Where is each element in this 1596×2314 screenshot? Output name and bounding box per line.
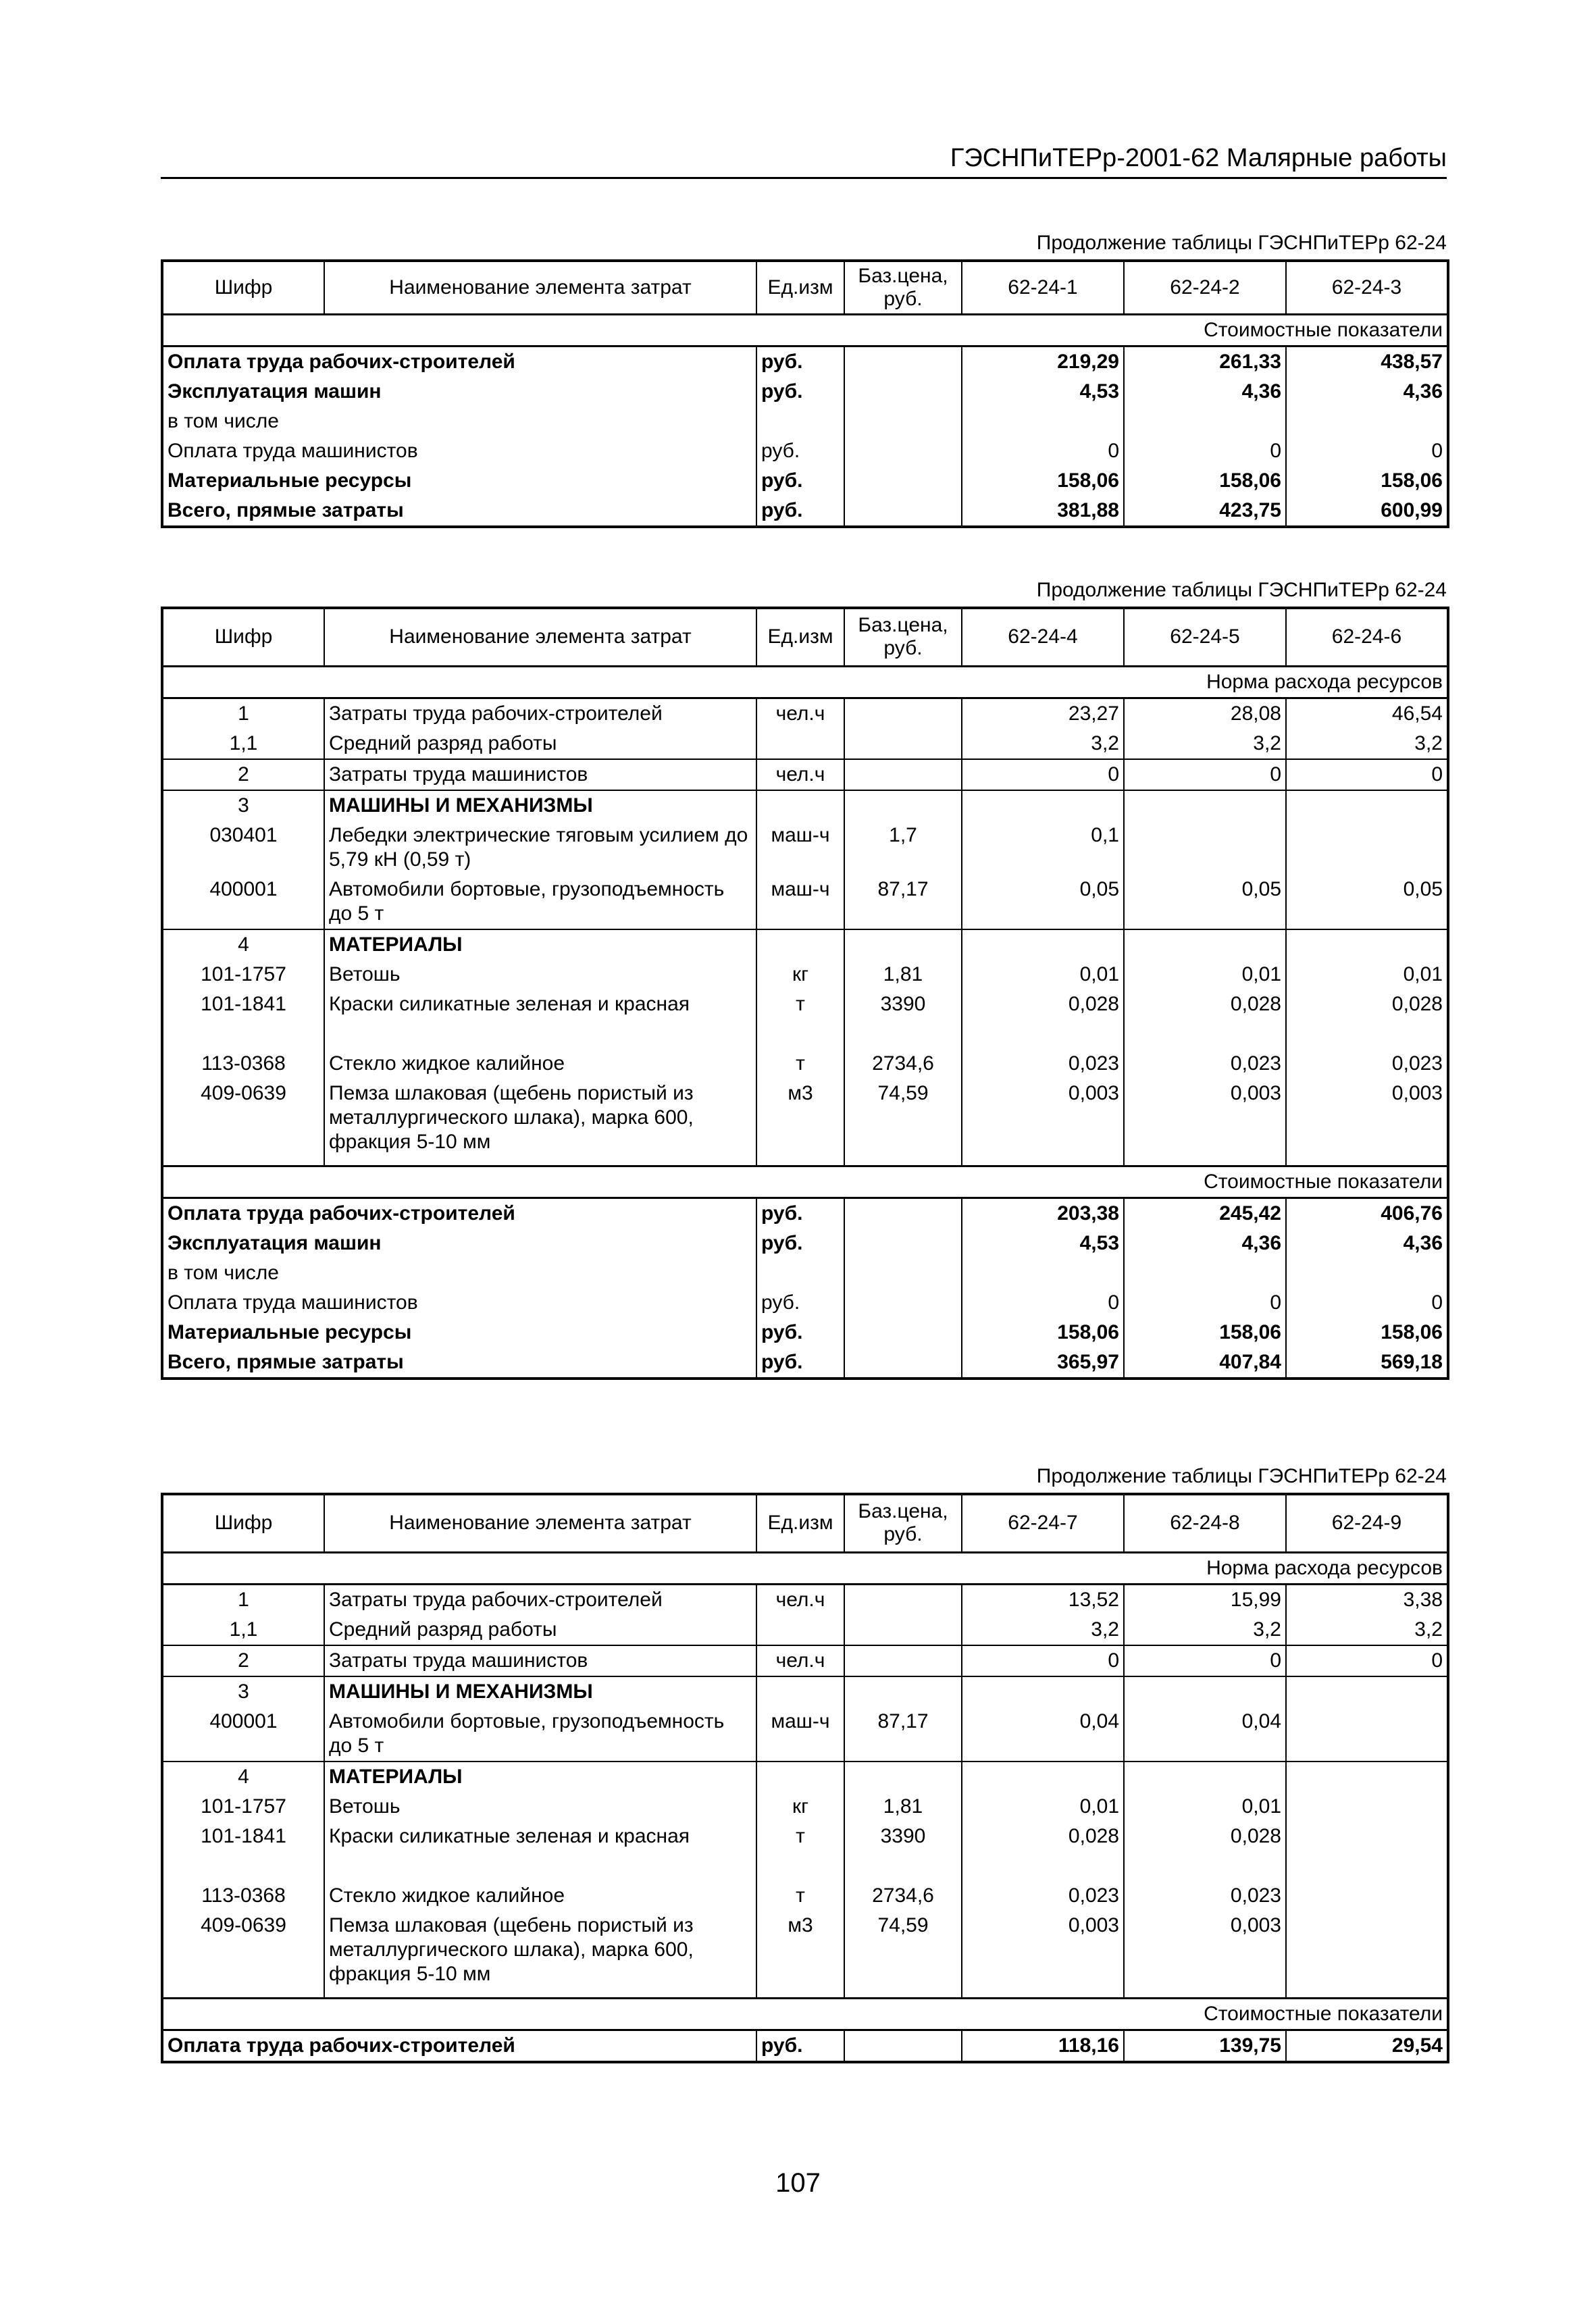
row-name: Пемза шлаковая (щебень пористый из металлургического шлака), марка 600, фракция 5-10 мм bbox=[324, 1911, 756, 1999]
table-row bbox=[162, 1822, 1448, 1881]
row-price: 3390 bbox=[844, 989, 962, 1049]
table-row bbox=[162, 821, 1448, 875]
row-unit: руб. bbox=[756, 496, 844, 527]
row-price bbox=[844, 698, 962, 729]
row-name: Стекло жидкое калийное bbox=[324, 1881, 756, 1911]
row-unit: м3 bbox=[756, 1911, 844, 1999]
col-unit-header: Ед.изм bbox=[756, 1494, 844, 1552]
col-price-header: Баз.цена, руб. bbox=[844, 608, 962, 666]
row-name: Всего, прямые затраты bbox=[162, 1347, 756, 1379]
row-name: Оплата труда рабочих-строителей bbox=[162, 2030, 756, 2063]
row-code: 113-0368 bbox=[162, 1049, 324, 1079]
row-unit bbox=[756, 1615, 844, 1645]
row-value: 3,2 bbox=[962, 1615, 1124, 1645]
row-unit: руб. bbox=[756, 466, 844, 496]
row-code: 4 bbox=[162, 929, 324, 960]
col-name-header: Наименование элемента затрат bbox=[324, 1494, 756, 1552]
row-name: Всего, прямые затраты bbox=[162, 496, 756, 527]
col-name-header: Наименование элемента затрат bbox=[324, 261, 756, 315]
row-unit bbox=[756, 729, 844, 759]
table-row bbox=[162, 929, 1448, 960]
row-name: Краски силикатные зеленая и красная bbox=[324, 989, 756, 1049]
row-value: 0 bbox=[1286, 436, 1448, 466]
table-row bbox=[162, 1615, 1448, 1645]
table-row bbox=[162, 496, 1448, 527]
row-code: 400001 bbox=[162, 1707, 324, 1762]
row-unit: руб. bbox=[756, 1198, 844, 1229]
page-number: 107 bbox=[775, 2168, 821, 2198]
row-code: 1 bbox=[162, 698, 324, 729]
row-price: 2734,6 bbox=[844, 1881, 962, 1911]
row-value: 569,18 bbox=[1286, 1347, 1448, 1379]
row-value: 0,01 bbox=[962, 960, 1124, 989]
row-unit: чел.ч bbox=[756, 1645, 844, 1676]
document-header: ГЭСНПиТЕРр-2001-62 Малярные работы bbox=[161, 143, 1447, 179]
row-price: 74,59 bbox=[844, 1911, 962, 1999]
row-price: 1,81 bbox=[844, 960, 962, 989]
row-value: 139,75 bbox=[1124, 2030, 1286, 2063]
row-code: 101-1841 bbox=[162, 1822, 324, 1881]
row-name: Средний разряд работы bbox=[324, 729, 756, 759]
row-value: 0,05 bbox=[1286, 875, 1448, 929]
row-value: 28,08 bbox=[1124, 698, 1286, 729]
row-value: 245,42 bbox=[1124, 1198, 1286, 1229]
row-unit: т bbox=[756, 989, 844, 1049]
row-name: Лебедки электрические тяговым усилием до 5,79 кН (0,59 т) bbox=[324, 821, 756, 875]
row-code: 4 bbox=[162, 1762, 324, 1792]
row-code: 1,1 bbox=[162, 729, 324, 759]
table-row bbox=[162, 1229, 1448, 1258]
table-row bbox=[162, 1911, 1448, 1999]
row-code: 101-1757 bbox=[162, 1792, 324, 1822]
col-code-header: 62-24-6 bbox=[1286, 608, 1448, 666]
row-value: 0 bbox=[962, 1288, 1124, 1318]
row-name: Краски силикатные зеленая и красная bbox=[324, 1822, 756, 1881]
table-row bbox=[162, 960, 1448, 989]
row-value: 4,36 bbox=[1286, 1229, 1448, 1258]
row-value: 0,028 bbox=[1286, 989, 1448, 1049]
table1 bbox=[161, 259, 1449, 528]
row-value: 3,2 bbox=[1124, 1615, 1286, 1645]
table-row bbox=[162, 377, 1448, 407]
table-row bbox=[162, 1881, 1448, 1911]
row-name: Оплата труда рабочих-строителей bbox=[162, 1198, 756, 1229]
row-value: 0 bbox=[962, 1645, 1124, 1676]
row-value: 0,028 bbox=[1124, 1822, 1286, 1881]
row-value: 4,36 bbox=[1124, 1229, 1286, 1258]
row-value: 407,84 bbox=[1124, 1347, 1286, 1379]
col-cipher-header: Шифр bbox=[162, 1494, 324, 1552]
row-code: 101-1841 bbox=[162, 989, 324, 1049]
col-unit-header: Ед.изм bbox=[756, 608, 844, 666]
row-value: 3,38 bbox=[1286, 1584, 1448, 1615]
row-value: 0 bbox=[1286, 1288, 1448, 1318]
col-price-header: Баз.цена, руб. bbox=[844, 261, 962, 315]
row-unit: кг bbox=[756, 960, 844, 989]
row-value bbox=[1286, 1822, 1448, 1881]
row-name: Затраты труда машинистов bbox=[324, 1645, 756, 1676]
row-unit: чел.ч bbox=[756, 698, 844, 729]
table2-continuation: Продолжение таблицы ГЭСНПиТЕРр 62-24 bbox=[1036, 579, 1447, 601]
row-code: 101-1757 bbox=[162, 960, 324, 989]
row-price: 3390 bbox=[844, 1822, 962, 1881]
row-code: 113-0368 bbox=[162, 1881, 324, 1911]
row-value: 365,97 bbox=[962, 1347, 1124, 1379]
row-name: Эксплуатация машин bbox=[162, 1229, 756, 1258]
row-name: Стекло жидкое калийное bbox=[324, 1049, 756, 1079]
col-price-header: Баз.цена, руб. bbox=[844, 1494, 962, 1552]
row-value: 158,06 bbox=[1124, 466, 1286, 496]
row-name: МАТЕРИАЛЫ bbox=[324, 1762, 756, 1792]
row-value: 13,52 bbox=[962, 1584, 1124, 1615]
table-row bbox=[162, 1762, 1448, 1792]
table-row bbox=[162, 346, 1448, 378]
row-unit: м3 bbox=[756, 1079, 844, 1166]
row-value: 3,2 bbox=[962, 729, 1124, 759]
row-name: Оплата труда машинистов bbox=[162, 436, 756, 466]
row-value: 0,1 bbox=[962, 821, 1124, 875]
row-value: 0,01 bbox=[1286, 960, 1448, 989]
row-value: 0 bbox=[1124, 436, 1286, 466]
row-price: 1,81 bbox=[844, 1792, 962, 1822]
row-value: 158,06 bbox=[1286, 466, 1448, 496]
row-value: 23,27 bbox=[962, 698, 1124, 729]
row-value: 3,2 bbox=[1124, 729, 1286, 759]
row-value: 0,003 bbox=[1286, 1079, 1448, 1166]
row-value: 118,16 bbox=[962, 2030, 1124, 2063]
col-code-header: 62-24-4 bbox=[962, 608, 1124, 666]
row-value: 29,54 bbox=[1286, 2030, 1448, 2063]
col-cipher-header: Шифр bbox=[162, 608, 324, 666]
row-code: 400001 bbox=[162, 875, 324, 929]
row-value: 0 bbox=[962, 436, 1124, 466]
row-name: Эксплуатация машин bbox=[162, 377, 756, 407]
table-row bbox=[162, 466, 1448, 496]
row-value bbox=[1124, 821, 1286, 875]
row-value: 219,29 bbox=[962, 346, 1124, 378]
row-value: 0 bbox=[1124, 1288, 1286, 1318]
row-code: 030401 bbox=[162, 821, 324, 875]
row-value: 0,01 bbox=[962, 1792, 1124, 1822]
row-unit: руб. bbox=[756, 1229, 844, 1258]
row-value: 4,53 bbox=[962, 377, 1124, 407]
row-value bbox=[1286, 1911, 1448, 1999]
table-row bbox=[162, 1198, 1448, 1229]
col-code-header: 62-24-2 bbox=[1124, 261, 1286, 315]
table-row bbox=[162, 875, 1448, 929]
table-row bbox=[162, 1288, 1448, 1318]
table-row bbox=[162, 1079, 1448, 1166]
row-value: 0,023 bbox=[1124, 1049, 1286, 1079]
table-row bbox=[162, 698, 1448, 729]
row-code: 2 bbox=[162, 759, 324, 790]
row-value: 203,38 bbox=[962, 1198, 1124, 1229]
row-value bbox=[1286, 1792, 1448, 1822]
row-unit: т bbox=[756, 1881, 844, 1911]
row-code: 3 bbox=[162, 1676, 324, 1707]
row-value: 0,003 bbox=[962, 1911, 1124, 1999]
row-value: 0 bbox=[1286, 759, 1448, 790]
row-value: 0,023 bbox=[1124, 1881, 1286, 1911]
row-name: Средний разряд работы bbox=[324, 1615, 756, 1645]
row-value bbox=[1286, 1707, 1448, 1762]
row-value: 0,028 bbox=[962, 1822, 1124, 1881]
row-value: 4,53 bbox=[962, 1229, 1124, 1258]
table-row bbox=[162, 1049, 1448, 1079]
row-price bbox=[844, 1615, 962, 1645]
row-name: Оплата труда рабочих-строителей bbox=[162, 346, 756, 378]
row-name: Автомобили бортовые, грузоподъемность до 5 т bbox=[324, 1707, 756, 1762]
row-name: Автомобили бортовые, грузоподъемность до 5 т bbox=[324, 875, 756, 929]
row-value: 423,75 bbox=[1124, 496, 1286, 527]
col-code-header: 62-24-7 bbox=[962, 1494, 1124, 1552]
row-value: 0,04 bbox=[962, 1707, 1124, 1762]
col-cipher-header: Шифр bbox=[162, 261, 324, 315]
table2 bbox=[161, 607, 1449, 1380]
row-value: 0,028 bbox=[962, 989, 1124, 1049]
row-value: 406,76 bbox=[1286, 1198, 1448, 1229]
table-row bbox=[162, 729, 1448, 759]
section-norm-label: Норма расхода ресурсов bbox=[162, 1552, 1448, 1584]
row-value: 0,028 bbox=[1124, 989, 1286, 1049]
row-name: Пемза шлаковая (щебень пористый из металлургического шлака), марка 600, фракция 5-10 мм bbox=[324, 1079, 756, 1166]
row-unit: руб. bbox=[756, 1288, 844, 1318]
table-row bbox=[162, 436, 1448, 466]
row-value: 4,36 bbox=[1286, 377, 1448, 407]
row-unit: маш-ч bbox=[756, 875, 844, 929]
table3-continuation: Продолжение таблицы ГЭСНПиТЕРр 62-24 bbox=[1036, 1465, 1447, 1487]
row-value: 15,99 bbox=[1124, 1584, 1286, 1615]
row-value: 4,36 bbox=[1124, 377, 1286, 407]
row-value: 0,003 bbox=[1124, 1911, 1286, 1999]
row-value: 0,04 bbox=[1124, 1707, 1286, 1762]
row-unit: руб. bbox=[756, 1347, 844, 1379]
row-value: 0,05 bbox=[1124, 875, 1286, 929]
col-code-header: 62-24-5 bbox=[1124, 608, 1286, 666]
row-name: Оплата труда машинистов bbox=[162, 1288, 756, 1318]
row-unit: кг bbox=[756, 1792, 844, 1822]
row-value: 3,2 bbox=[1286, 1615, 1448, 1645]
row-code: 409-0639 bbox=[162, 1911, 324, 1999]
col-code-header: 62-24-1 bbox=[962, 261, 1124, 315]
table-row bbox=[162, 1258, 1448, 1288]
col-unit-header: Ед.изм bbox=[756, 261, 844, 315]
row-name: МАШИНЫ И МЕХАНИЗМЫ bbox=[324, 790, 756, 821]
row-unit: чел.ч bbox=[756, 1584, 844, 1615]
row-name: Затраты труда машинистов bbox=[324, 759, 756, 790]
col-name-header: Наименование элемента затрат bbox=[324, 608, 756, 666]
table3 bbox=[161, 1493, 1449, 2063]
section-norm-label: Норма расхода ресурсов bbox=[162, 666, 1448, 698]
row-value: 0 bbox=[1124, 1645, 1286, 1676]
row-value bbox=[1286, 821, 1448, 875]
col-code-header: 62-24-8 bbox=[1124, 1494, 1286, 1552]
row-value: 158,06 bbox=[962, 1318, 1124, 1347]
table-row bbox=[162, 407, 1448, 436]
col-code-header: 62-24-3 bbox=[1286, 261, 1448, 315]
table-row bbox=[162, 1792, 1448, 1822]
row-name: Затраты труда рабочих-строителей bbox=[324, 1584, 756, 1615]
row-unit: руб. bbox=[756, 2030, 844, 2063]
row-value: 261,33 bbox=[1124, 346, 1286, 378]
row-name: в том числе bbox=[162, 1258, 756, 1288]
row-unit: маш-ч bbox=[756, 821, 844, 875]
row-name: Ветошь bbox=[324, 960, 756, 989]
table-row bbox=[162, 1645, 1448, 1676]
row-price: 2734,6 bbox=[844, 1049, 962, 1079]
row-value: 0,003 bbox=[1124, 1079, 1286, 1166]
row-unit: т bbox=[756, 1049, 844, 1079]
table-row bbox=[162, 1584, 1448, 1615]
table-row bbox=[162, 790, 1448, 821]
row-unit: чел.ч bbox=[756, 759, 844, 790]
row-price: 87,17 bbox=[844, 1707, 962, 1762]
row-name: Материальные ресурсы bbox=[162, 466, 756, 496]
row-value: 0,01 bbox=[1124, 960, 1286, 989]
row-value: 0,05 bbox=[962, 875, 1124, 929]
row-value: 600,99 bbox=[1286, 496, 1448, 527]
row-name: в том числе bbox=[162, 407, 756, 436]
table-row bbox=[162, 1318, 1448, 1347]
table-row bbox=[162, 2030, 1448, 2063]
section-cost-label: Стоимостные показатели bbox=[162, 315, 1448, 346]
table-row bbox=[162, 759, 1448, 790]
section-cost-label: Стоимостные показатели bbox=[162, 1999, 1448, 2030]
row-value: 0,01 bbox=[1124, 1792, 1286, 1822]
row-unit: руб. bbox=[756, 346, 844, 378]
row-value: 0 bbox=[1286, 1645, 1448, 1676]
row-unit: руб. bbox=[756, 377, 844, 407]
row-price: 74,59 bbox=[844, 1079, 962, 1166]
row-code: 1 bbox=[162, 1584, 324, 1615]
section-cost-label: Стоимостные показатели bbox=[162, 1166, 1448, 1198]
row-unit: руб. bbox=[756, 1318, 844, 1347]
row-price bbox=[844, 729, 962, 759]
row-name: Ветошь bbox=[324, 1792, 756, 1822]
row-name: Материальные ресурсы bbox=[162, 1318, 756, 1347]
row-code: 1,1 bbox=[162, 1615, 324, 1645]
row-value: 0,023 bbox=[1286, 1049, 1448, 1079]
row-price bbox=[844, 1584, 962, 1615]
table1-continuation: Продолжение таблицы ГЭСНПиТЕРр 62-24 bbox=[1036, 232, 1447, 254]
row-value bbox=[1286, 1881, 1448, 1911]
row-value: 0 bbox=[962, 759, 1124, 790]
row-value: 438,57 bbox=[1286, 346, 1448, 378]
row-unit: руб. bbox=[756, 436, 844, 466]
table-row bbox=[162, 989, 1448, 1049]
table-row bbox=[162, 1707, 1448, 1762]
row-price: 87,17 bbox=[844, 875, 962, 929]
row-value: 158,06 bbox=[1124, 1318, 1286, 1347]
row-value: 3,2 bbox=[1286, 729, 1448, 759]
row-unit: маш-ч bbox=[756, 1707, 844, 1762]
row-value: 0,023 bbox=[962, 1881, 1124, 1911]
row-value: 381,88 bbox=[962, 496, 1124, 527]
row-value: 0,023 bbox=[962, 1049, 1124, 1079]
row-value: 158,06 bbox=[962, 466, 1124, 496]
table-row bbox=[162, 1347, 1448, 1379]
row-price bbox=[844, 1645, 962, 1676]
row-name: Затраты труда рабочих-строителей bbox=[324, 698, 756, 729]
row-code: 2 bbox=[162, 1645, 324, 1676]
row-value: 158,06 bbox=[1286, 1318, 1448, 1347]
row-code: 409-0639 bbox=[162, 1079, 324, 1166]
row-name: МАТЕРИАЛЫ bbox=[324, 929, 756, 960]
row-value: 0,003 bbox=[962, 1079, 1124, 1166]
row-price: 1,7 bbox=[844, 821, 962, 875]
row-name: МАШИНЫ И МЕХАНИЗМЫ bbox=[324, 1676, 756, 1707]
row-unit: т bbox=[756, 1822, 844, 1881]
col-code-header: 62-24-9 bbox=[1286, 1494, 1448, 1552]
row-price bbox=[844, 759, 962, 790]
row-value: 0 bbox=[1124, 759, 1286, 790]
row-value: 46,54 bbox=[1286, 698, 1448, 729]
row-code: 3 bbox=[162, 790, 324, 821]
table-row bbox=[162, 1676, 1448, 1707]
